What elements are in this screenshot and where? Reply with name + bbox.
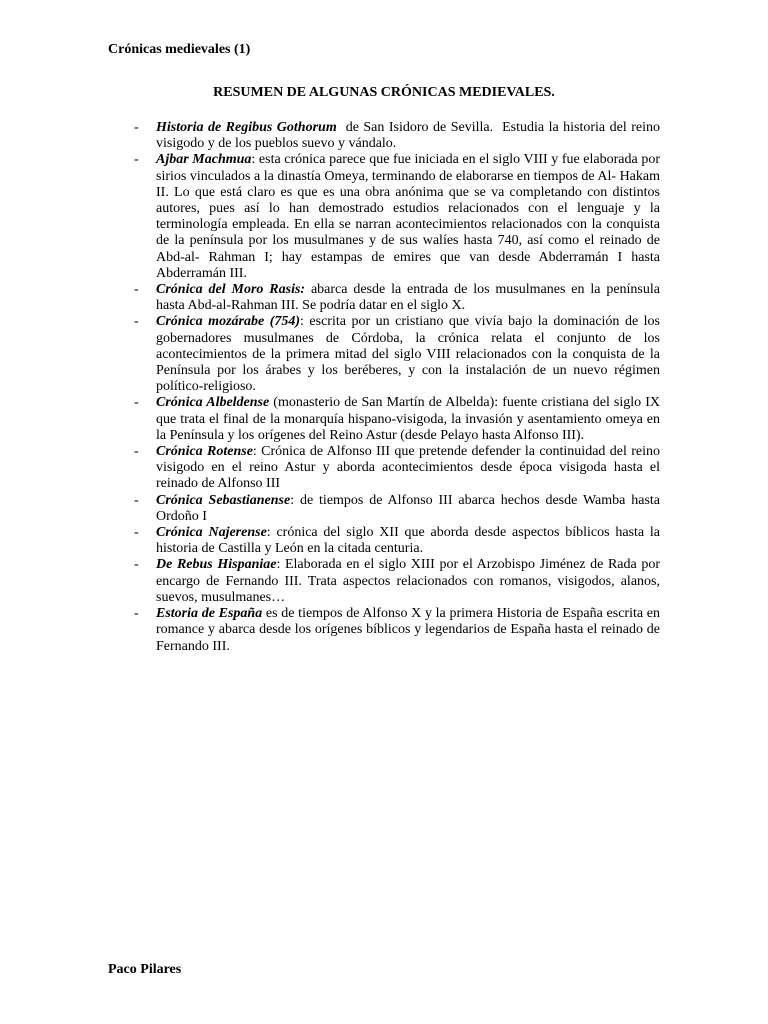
bullet-dash: - [134, 492, 139, 508]
bullet-dash: - [134, 282, 139, 298]
chronicle-name: Crónica Najerense [156, 525, 267, 541]
bullet-dash: - [134, 557, 139, 573]
chronicle-name: Crónica del Moro Rasis: [156, 282, 306, 298]
bullet-dash: - [134, 444, 139, 460]
chronicle-description: : Elaborada en el siglo XIII por el Arzobispo Jiménez de Rada por encargo de Fernando III. Trata aspectos relacionados con romanos, visigodos, alanos, suevos, musulmanes… [156, 557, 660, 605]
bullet-dash: - [134, 152, 139, 168]
list-item [134, 606, 660, 655]
chronicle-name: Crónica mozárabe (754) [156, 314, 301, 330]
document-title: RESUMEN DE ALGUNAS CRÓNICAS MEDIEVALES. [213, 85, 555, 100]
chronicle-description: : de tiempos de Alfonso III abarca hechos desde Wamba hasta Ordoño I [156, 492, 660, 524]
bullet-dash: - [134, 120, 139, 135]
list-item [134, 120, 664, 152]
list-item [134, 444, 660, 493]
list-item [134, 395, 660, 444]
list-item [134, 282, 660, 314]
chronicle-description: : esta crónica parece que fue iniciada en el siglo VIII y fue elaborada por sirios vinculados a la dinastía Omeya, terminando de elaborarse en tiempos de Al- Hakam II. Lo que está claro es que es una obra anónima que se va completando con distintos autores, pues así lo han demostrado estudios relacionados con el lenguaje y la terminología empleada. En ella se narran acontecimientos relacionados con la conquista de la península por los musulmanes y de sus walíes hasta 740, así como el reinado de Abd-al- Rahman I; hay estampas de emires que van desde Abderramán I hasta Abderramán III. [156, 152, 660, 281]
bullet-dash: - [134, 606, 139, 622]
bullet-dash: - [134, 395, 139, 411]
chronicle-description: es de tiempos de Alfonso X y la primera Historia de España escrita en romance y abarca desde los orígenes bíblicos y legendarios de España hasta el reinado de Fernando III. [156, 606, 660, 654]
chronicle-description: de San Isidoro de Sevilla. Estudia la historia del reino visigodo y de los pueblos suevo y vándalo. [156, 120, 664, 152]
chronicle-name: De Rebus Hispaniae [156, 557, 277, 573]
chronicle-description: : escrita por un cristiano que vivía bajo la dominación de los gobernadores musulmanes de Córdoba, la crónica relata el conjunto de los acontecimientos de la primera mitad del siglo VIII relacionados con la conquista de la Península por los árabes y los beréberes, y con la instalación de un nuevo régimen político-religioso. [156, 314, 661, 395]
list-item [134, 557, 660, 606]
chronicle-name: Crónica Albeldense [156, 395, 270, 411]
chronicle-name: Historia de Regibus Gothorum [156, 120, 337, 135]
chronicle-name: Estoria de España [156, 606, 263, 622]
list-item [134, 525, 660, 557]
list-item [134, 493, 660, 525]
list-item [134, 152, 660, 282]
list-item [134, 314, 660, 395]
page-header: Crónicas medievales (1) [108, 42, 251, 57]
chronicle-name: Crónica Sebastianense [156, 492, 291, 508]
chronicle-description: (monasterio de San Martín de Albelda): fuente cristiana del siglo IX que trata el final de la monarquía hispano-visigoda, la invasión y asentamiento omeya en la Península y los orígenes del Reino Astur (desde Pelayo hasta Alfonso III). [156, 395, 660, 443]
page-footer-author: Paco Pilares [108, 962, 182, 977]
chronicle-description: : Crónica de Alfonso III que pretende defender la continuidad del reino visigodo en el reino Astur y aborda acontecimientos desde época visigoda hasta el reinado de Alfonso III [156, 444, 660, 492]
bullet-dash: - [134, 314, 139, 330]
chronicle-name: Crónica Rotense [156, 444, 253, 460]
chronicle-name: Ajbar Machmua [156, 152, 252, 168]
chronicle-description: : crónica del siglo XII que aborda desde aspectos bíblicos hasta la historia de Castilla y León en la citada centuria. [156, 525, 661, 557]
bullet-dash: - [134, 525, 139, 541]
chronicle-description: abarca desde la entrada de los musulmanes en la península hasta Abd-al-Rahman III. Se podría datar en el siglo X. [156, 282, 660, 314]
chronicle-list [134, 120, 664, 655]
